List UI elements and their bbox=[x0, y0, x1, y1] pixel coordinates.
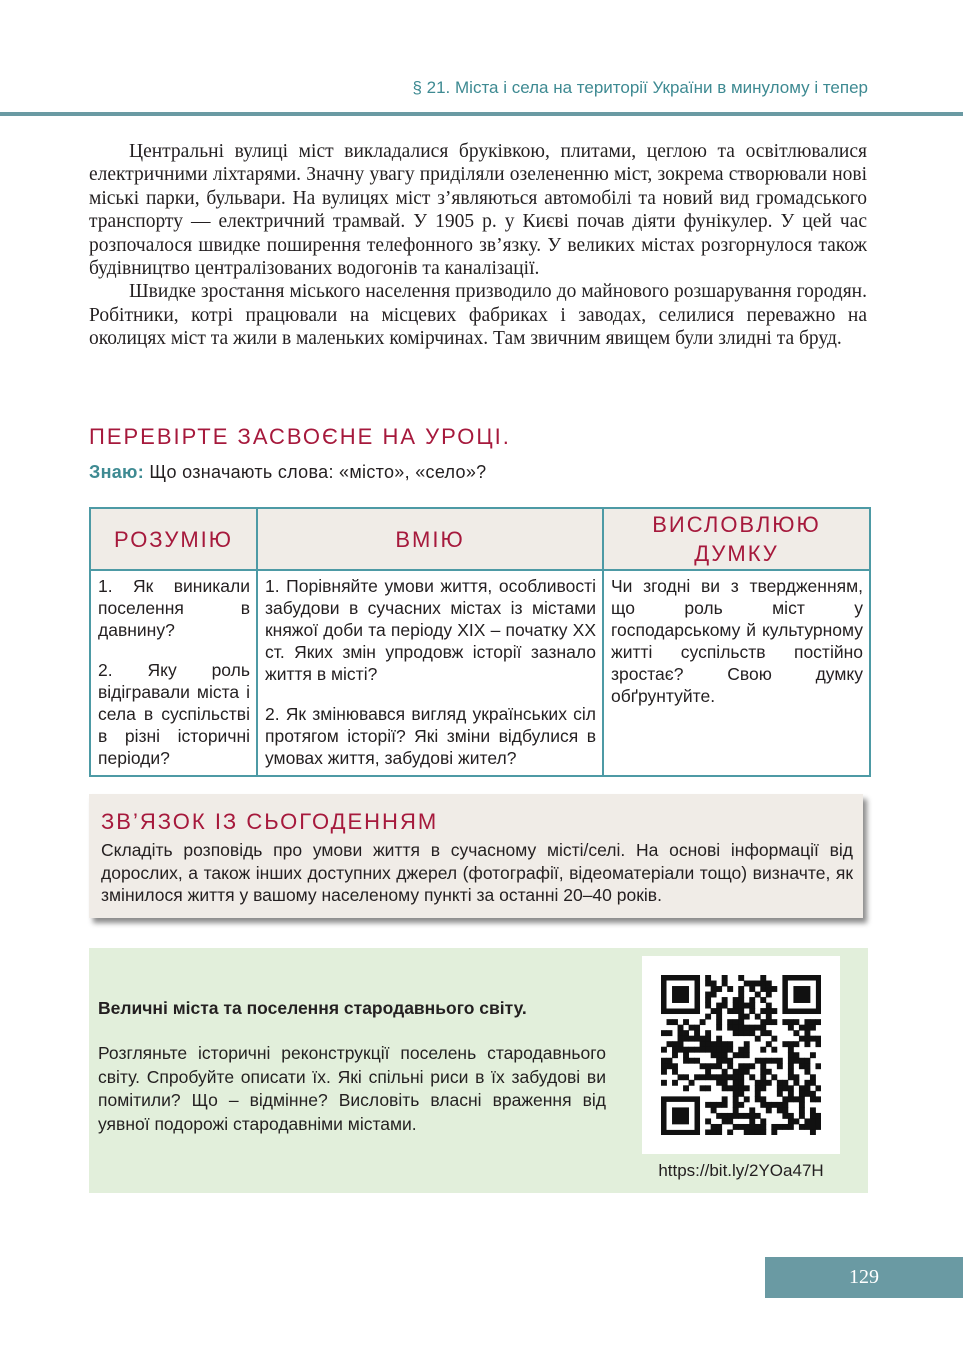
opinion-cell bbox=[603, 570, 870, 776]
resource-link[interactable]: https://bit.ly/2YOa47H bbox=[658, 1161, 824, 1180]
review-tasks-table bbox=[89, 507, 871, 777]
understand-cell bbox=[90, 570, 257, 776]
qr-code-graphic bbox=[661, 975, 821, 1135]
paragraph: Центральні вулиці міст викладалися бруківкою, плитами, цеглою та освітлювалися електричними ліхтарями. Значну увагу приділяли озелененню міст, зокрема створювали нові міські парки, бульвари. На вулицях міст з’являються автомобілі та новий вид громадського транспорту — електричний трамвай. У 1905 р. у Києві почав діяти фунікулер. У цей час розпочалося швидке поширення телефонного зв’язку. У великих містах розгорнулося також будівництво централізованих водогонів та каналізації. bbox=[89, 141, 867, 280]
review-section-title: ПЕРЕВІРТЕ ЗАСВОЄНЕ НА УРОЦІ. bbox=[89, 424, 511, 449]
table-row bbox=[90, 570, 870, 776]
connection-title: ЗВ’ЯЗОК ІЗ СЬОГОДЕННЯМ bbox=[101, 809, 439, 834]
main-text bbox=[89, 140, 867, 351]
header-divider bbox=[0, 112, 963, 116]
running-header: § 21. Міста і села на території України в минулому і тепер bbox=[412, 78, 868, 97]
online-resource-box bbox=[89, 948, 868, 1193]
can-do-cell bbox=[257, 570, 603, 776]
question-item: Чи згодні ви з твердженням, що роль міст у господарському й культурному житті суспільств постійно зростає? Свою думку обґрунтуйте. bbox=[611, 576, 863, 706]
column-header-opinion: ВИСЛОВЛЮЮ ДУМКУ bbox=[603, 508, 870, 570]
connection-task-text: Складіть розповідь про умови життя в сучасному місті/селі. На основі інформації від дорослих, а також інших доступних джерел (фотографії, відеоматеріали тощо) визначте, як змінилося життя у вашому населеному пункті за останні 20–40 років. bbox=[101, 840, 853, 905]
page-number: 129 bbox=[765, 1257, 963, 1298]
question-item: 1. Порівняйте умови життя, особливості забудови в сучасних містах із містами княжої доби та періоду XIX – початку XX ст. Яких змін упродовж історії зазнало життя в місті? bbox=[265, 576, 596, 684]
connection-with-today-box bbox=[89, 794, 863, 918]
question-item: 2. Як змінювався вигляд українських сіл протягом історії? Які зміни відбулися в умовах життя, забудові жител? bbox=[265, 704, 596, 768]
know-line bbox=[89, 462, 486, 483]
resource-task-text: Розгляньте історичні реконструкції поселень стародавнього світу. Спробуйте описати їх. Які спільні риси в їх забудові ви помітили? Що – відмінне? Висловіть власні враження від уявної подорожі стародавніми містами. bbox=[98, 1043, 606, 1134]
question-item: 2. Яку роль відігравали міста і села в суспільстві в різні історичні періоди? bbox=[98, 660, 250, 768]
qr-code-icon[interactable] bbox=[642, 956, 840, 1154]
column-header-can-do: ВМІЮ bbox=[257, 508, 603, 570]
column-header-understand: РОЗУМІЮ bbox=[90, 508, 257, 570]
know-label: Знаю: bbox=[89, 462, 145, 482]
table-header-row bbox=[90, 508, 870, 570]
resource-title: Величні міста та поселення стародавнього світу. bbox=[98, 998, 527, 1018]
paragraph: Швидке зростання міського населення призводило до майнового розшарування городян. Робітники, котрі працювали на місцевих фабриках і заводах, селилися переважно на околицях міст та жили в маленьких комірчинах. Там звичним явищем були злидні та бруд. bbox=[89, 281, 867, 350]
know-question: Що означають слова: «місто», «село»? bbox=[149, 462, 487, 482]
question-item: 1. Як виникали поселення в давнину? bbox=[98, 576, 250, 640]
